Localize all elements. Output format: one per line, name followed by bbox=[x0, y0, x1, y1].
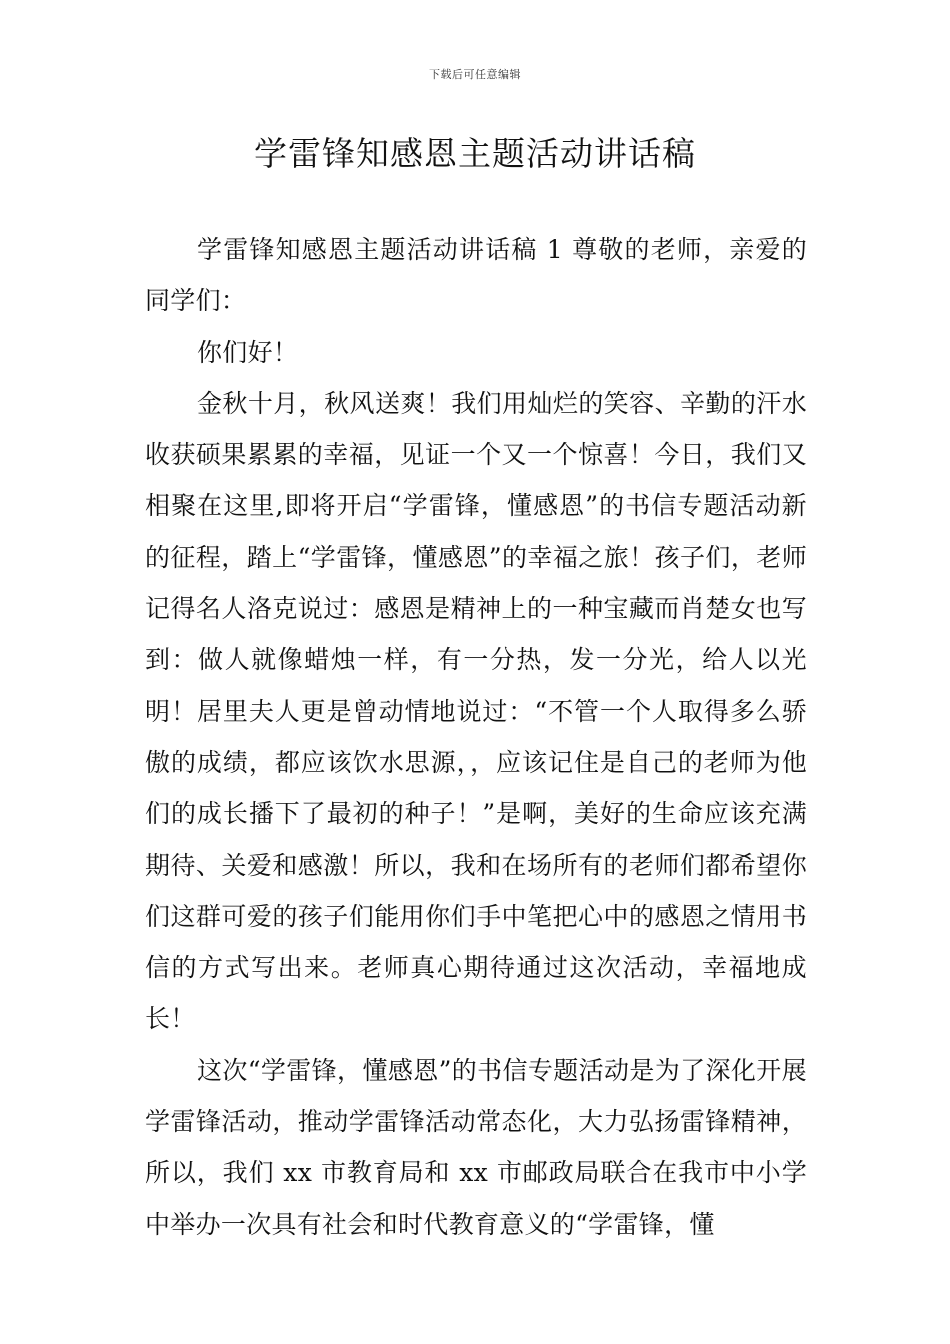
paragraph-greeting: 学雷锋知感恩主题活动讲话稿 1 尊敬的老师，亲爱的同学们： bbox=[145, 235, 807, 316]
paragraph-activity: 这次“学雷锋，懂感恩”的书信专题活动是为了深化开展学雷锋活动，推动学雷锋活动常态化，大力弘扬雷锋精神，所以，我们 xx 市教育局和 xx 市邮政局联合在我市中小学中举办一次具有社会和时代教育意义的“学雷锋，懂 bbox=[145, 1055, 807, 1239]
paragraph-hello: 你们好！ bbox=[197, 337, 299, 367]
document-title: 学雷锋知感恩主题活动讲话稿 bbox=[254, 134, 696, 173]
document-body bbox=[145, 224, 807, 1250]
paragraph-main: 金秋十月，秋风送爽！我们用灿烂的笑容、辛勤的汗水收获硕果累累的幸福，见证一个又一个惊喜！今日，我们又相聚在这里,即将开启“学雷锋，懂感恩”的书信专题活动新的征程，踏上“学雷锋，懂感恩”的幸福之旅！孩子们，老师记得名人洛克说过：感恩是精神上的一种宝藏而肖楚女也写到：做人就像蜡烛一样，有一分热，发一分光，给人以光明！居里夫人更是曾动情地说过：“不管一个人取得多么骄傲的成绩，都应该饮水思源，，应该记住是自己的老师为他们的成长播下了最初的种子！”是啊，美好的生命应该充满期待、关爱和感激！所以，我和在场所有的老师们都希望你们这群可爱的孩子们能用你们手中笔把心中的感恩之情用书信的方式写出来。老师真心期待通过这次活动，幸福地成长！ bbox=[145, 388, 807, 1034]
header-note: 下载后可任意编辑 bbox=[429, 68, 521, 81]
